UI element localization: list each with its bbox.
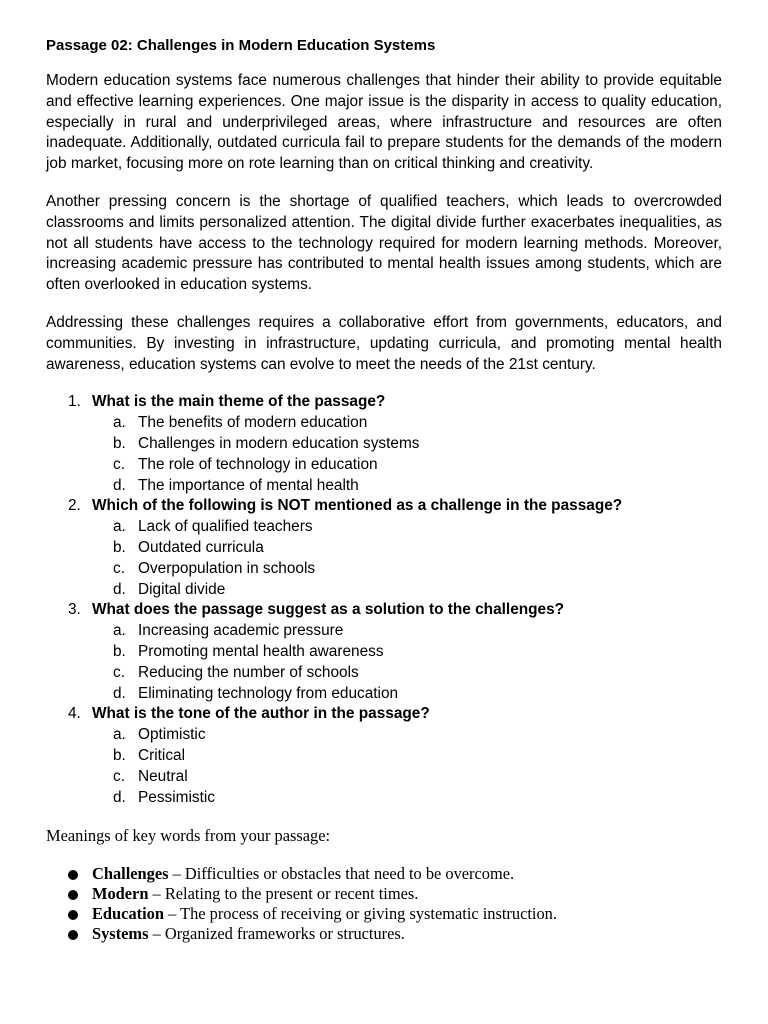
option-letter: b.	[113, 746, 126, 764]
key-word-term: Systems	[92, 923, 149, 943]
question-number: 1.	[68, 393, 81, 411]
option-text: Critical	[138, 746, 186, 764]
option-item	[92, 559, 722, 580]
option-letter: d.	[113, 788, 126, 806]
bullet-icon	[68, 930, 78, 940]
option-text: Neutral	[138, 767, 188, 785]
option-text: Eliminating technology from education	[138, 684, 399, 702]
key-word-definition: – Relating to the present or recent times.	[148, 884, 419, 904]
option-item	[92, 538, 722, 559]
option-letter: a.	[113, 726, 126, 744]
key-word-term: Challenges	[92, 864, 169, 884]
paragraph-3: Addressing these challenges requires a collaborative effort from governments, educators, and communities. By investing in infrastructure, updating curricula, and promoting mental health awareness, education systems can evolve to meet the needs of the 21st century.	[46, 313, 722, 373]
key-word-term: Modern	[92, 884, 149, 904]
option-item	[92, 621, 722, 642]
key-word-item	[46, 864, 722, 884]
question-1	[46, 392, 722, 496]
option-text: Digital divide	[138, 580, 226, 598]
option-text: Outdated curricula	[138, 538, 264, 556]
key-word-term: Education	[92, 903, 164, 923]
option-item	[92, 788, 722, 809]
paragraph-1: Modern education systems face numerous challenges that hinder their ability to provide equitable and effective learning experiences. One major issue is the disparity in access to quality education, especially in rural and underprivileged areas, where infrastructure and resources are often inadequate. Additionally, outdated curricula fail to prepare students for the demands of the modern job market, focusing more on rote learning than on critical thinking and creativity.	[46, 72, 722, 173]
option-letter: c.	[113, 455, 125, 473]
key-word-definition: – Organized frameworks or structures.	[148, 923, 405, 943]
option-letter: d.	[113, 580, 126, 598]
question-number: 3.	[68, 601, 81, 619]
option-letter: d.	[113, 684, 126, 702]
option-text: The importance of mental health	[138, 476, 359, 494]
key-word-item	[46, 904, 722, 924]
option-item	[92, 580, 722, 601]
option-list	[92, 413, 722, 496]
option-list	[92, 621, 722, 704]
question-text: What does the passage suggest as a solution to the challenges?	[92, 601, 565, 619]
option-text: Lack of qualified teachers	[138, 518, 313, 536]
option-letter: a.	[113, 518, 126, 536]
question-number: 2.	[68, 497, 81, 515]
option-item	[92, 517, 722, 538]
option-item	[92, 767, 722, 788]
option-letter: c.	[113, 767, 125, 785]
passage-title: Passage 02: Challenges in Modern Education Systems	[46, 37, 436, 54]
question-2	[46, 496, 722, 600]
key-word-definition: – Difficulties or obstacles that need to be overcome.	[168, 864, 515, 884]
option-letter: b.	[113, 538, 126, 556]
question-text: What is the main theme of the passage?	[92, 393, 386, 411]
option-text: Optimistic	[138, 726, 206, 744]
option-text: Overpopulation in schools	[138, 559, 316, 577]
option-letter: d.	[113, 476, 126, 494]
option-letter: c.	[113, 663, 125, 681]
option-item	[92, 434, 722, 455]
question-list	[46, 392, 722, 808]
option-list	[92, 517, 722, 600]
meanings-heading: Meanings of key words from your passage:	[46, 826, 331, 846]
option-list	[92, 725, 722, 808]
option-text: Reducing the number of schools	[138, 663, 359, 681]
option-item	[92, 455, 722, 476]
option-text: The role of technology in education	[138, 455, 378, 473]
option-item	[92, 476, 722, 497]
question-number: 4.	[68, 705, 81, 723]
option-letter: c.	[113, 559, 125, 577]
option-item	[92, 413, 722, 434]
option-text: Pessimistic	[138, 788, 215, 806]
option-text: Promoting mental health awareness	[138, 642, 384, 660]
option-letter: b.	[113, 642, 126, 660]
key-word-item	[46, 924, 722, 944]
option-text: The benefits of modern education	[138, 414, 368, 432]
option-letter: a.	[113, 414, 126, 432]
question-text: Which of the following is NOT mentioned as a challenge in the passage?	[92, 497, 623, 515]
paragraph-2: Another pressing concern is the shortage of qualified teachers, which leads to overcrowded classrooms and limits personalized attention. The digital divide further exacerbates inequalities, as not all students have access to the technology required for modern learning methods. Moreover, increasing academic pressure has contributed to mental health issues among students, which are often overlooked in education systems.	[46, 192, 722, 294]
bullet-icon	[68, 890, 78, 900]
option-text: Challenges in modern education systems	[138, 434, 420, 452]
question-3	[46, 600, 722, 704]
option-item	[92, 746, 722, 767]
option-letter: b.	[113, 434, 126, 452]
bullet-icon	[68, 910, 78, 920]
key-word-item	[46, 884, 722, 904]
key-word-list	[46, 864, 722, 943]
option-item	[92, 663, 722, 684]
question-4	[46, 704, 722, 808]
option-item	[92, 725, 722, 746]
option-item	[92, 642, 722, 663]
question-text: What is the tone of the author in the passage?	[92, 705, 430, 723]
bullet-icon	[68, 870, 78, 880]
option-text: Increasing academic pressure	[138, 622, 344, 640]
key-word-definition: – The process of receiving or giving systematic instruction.	[163, 903, 557, 923]
option-letter: a.	[113, 622, 126, 640]
option-item	[92, 684, 722, 705]
